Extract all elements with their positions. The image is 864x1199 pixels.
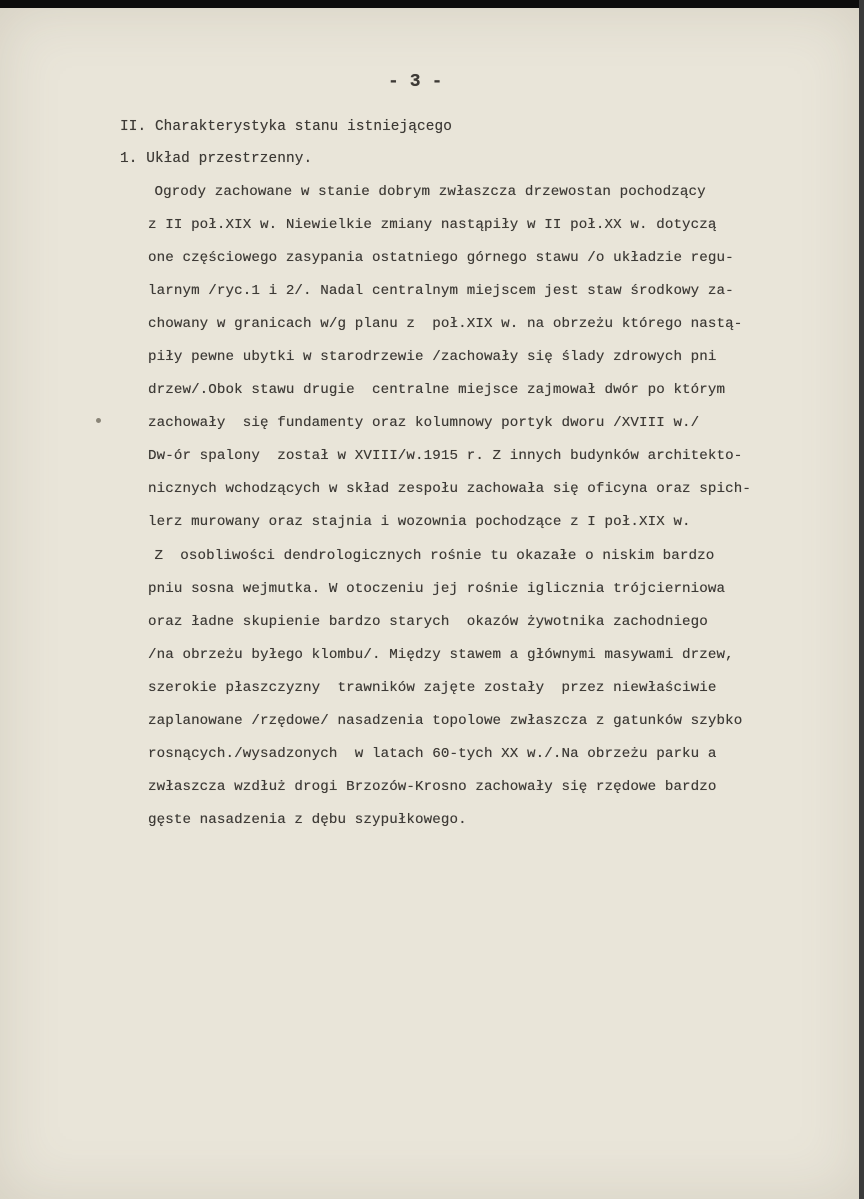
paragraph-1-line-7: drzew/.Obok stawu drugie centralne miejsce zajmował dwór po którym: [148, 382, 726, 398]
subsection-heading: 1. Układ przestrzenny.: [120, 151, 313, 167]
scan-top-edge: [0, 0, 864, 8]
paragraph-2-line-4: /na obrzeżu byłego klombu/. Między stawem a głównymi masywami drzew,: [148, 647, 734, 663]
paragraph-2-line-7: rosnących./wysadzonych w latach 60-tych XX w./.Na obrzeżu parku a: [148, 746, 717, 762]
paragraph-1-line-11: lerz murowany oraz stajnia i wozownia pochodzące z I poł.XIX w.: [148, 514, 691, 530]
paragraph-1-line-1: Ogrody zachowane w stanie dobrym zwłaszcza drzewostan pochodzący: [120, 184, 706, 200]
paragraph-2-line-8: zwłaszcza wzdłuż drogi Brzozów-Krosno zachowały się rzędowe bardzo: [148, 779, 717, 795]
paragraph-1-line-2: z II poł.XIX w. Niewielkie zmiany nastąpiły w II poł.XX w. dotyczą: [148, 217, 717, 233]
paragraph-2-line-1: Z osobliwości dendrologicznych rośnie tu okazałe o niskim bardzo: [120, 548, 715, 564]
paragraph-2-line-6: zaplanowane /rzędowe/ nasadzenia topolowe zwłaszcza z gatunków szybko: [148, 713, 743, 729]
paragraph-2-line-2: pniu sosna wejmutka. W otoczeniu jej rośnie iglicznia trójcierniowa: [148, 581, 726, 597]
page-number: - 3 -: [388, 72, 443, 92]
paragraph-1-line-3: one częściowego zasypania ostatniego górnego stawu /o układzie regu-: [148, 250, 734, 266]
scan-right-edge: [859, 0, 864, 1199]
paragraph-1-line-5: chowany w granicach w/g planu z poł.XIX w. na obrzeżu którego nastą-: [148, 316, 743, 332]
section-heading: II. Charakterystyka stanu istniejącego: [120, 119, 452, 135]
paragraph-1-line-10: nicznych wchodzących w skład zespołu zachowała się oficyna oraz spich-: [148, 481, 751, 497]
punch-hole-mark: [96, 418, 101, 423]
paragraph-1-line-4: larnym /ryc.1 i 2/. Nadal centralnym miejscem jest staw środkowy za-: [148, 283, 734, 299]
paragraph-1-line-9: Dw-ór spalony został w XVIII/w.1915 r. Z innych budynków architekto-: [148, 448, 743, 464]
paragraph-2-line-3: oraz ładne skupienie bardzo starych okazów żywotnika zachodniego: [148, 614, 708, 630]
paragraph-1-line-8: zachowały się fundamenty oraz kolumnowy portyk dworu /XVIII w./: [148, 415, 700, 431]
paragraph-2-line-5: szerokie płaszczyzny trawników zajęte zostały przez niewłaściwie: [148, 680, 717, 696]
paragraph-2-line-9: gęste nasadzenia z dębu szypułkowego.: [148, 812, 467, 828]
paragraph-1-line-6: piły pewne ubytki w starodrzewie /zachowały się ślady zdrowych pni: [148, 349, 717, 365]
